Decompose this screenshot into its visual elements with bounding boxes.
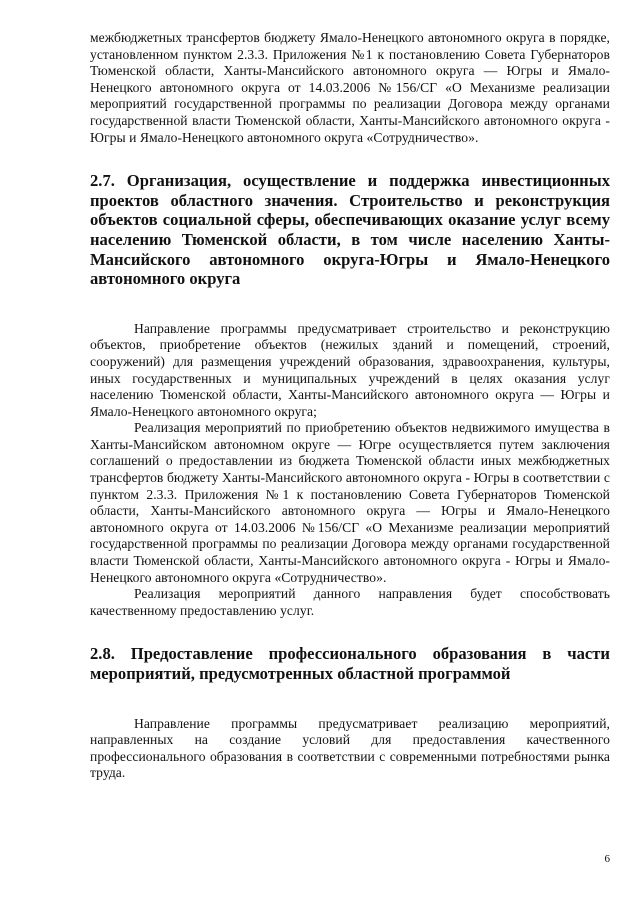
page-number: 6 (604, 853, 610, 865)
paragraph-direction-construction: Направление программы предусматривает строительство и реконструкцию объектов, приобретение объектов (нежилых зданий и помещений, строений, сооружений) для размещения учреждений образования, здравоохранения, культуры, иных государственных и муниципальных учреждений в целях оказания услуг населению Тюменской области, Ханты-Мансийского автономного округа — Югры и Ямало-Ненецкого автономного округа; (90, 320, 610, 419)
section-heading-2-7: 2.7. Организация, осуществление и поддержка инвестиционных проектов областного значения. Строительство и реконструкция объектов социальной сферы, обеспечивающих оказание услуг всему населению Тюменской области, в том числе населению Ханты-Мансийского автономного округа-Югры и Ямало-Ненецкого автономного округа (90, 171, 610, 289)
paragraph-professional-education: Направление программы предусматривает реализацию мероприятий, направленных на создание условий для предоставления качественного профессионального образования в соответствии с современными потребностями рынка труда. (90, 715, 610, 781)
section-heading-2-8: 2.8. Предоставление профессионального образования в части мероприятий, предусмотренных областной программой (90, 644, 610, 683)
paragraph-intro: межбюджетных трансфертов бюджету Ямало-Ненецкого автономного округа в порядке, установленном пунктом 2.3.3. Приложения №1 к постановлению Совета Губернаторов Тюменской области, Ханты-Мансийского автономного округа — Югры и Ямало-Ненецкого автономного округа от 14.03.2006 №156/СГ «О Механизме реализации мероприятий государственной программы по реализации Договора между органами государственной власти Тюменской области, Ханты-Мансийского автономного округа - Югры и Ямало-Ненецкого автономного округа «Сотрудничество». (90, 30, 610, 145)
document-page (90, 30, 610, 782)
paragraph-acquisition: Реализация мероприятий по приобретению объектов недвижимого имущества в Ханты-Мансийском автономном округе — Югре осуществляется путем заключения соглашений о предоставлении из бюджета Тюменской области иных межбюджетных трансфертов бюджету Ханты-Мансийского автономного округа - Югры в соответствии с пунктом 2.3.3. Приложения №1 к постановлению Совета Губернаторов Тюменской области, Ханты-Мансийского автономного округа — Югры и Ямало-Ненецкого автономного округа от 14.03.2006 №156/СГ «О Механизме реализации мероприятий государственной программы по реализации Договора между органами государственной власти Тюменской области, Ханты-Мансийского автономного округа - Югры и Ямало-Ненецкого автономного округа «Сотрудничество». (90, 420, 610, 585)
paragraph-quality-services: Реализация мероприятий данного направления будет способствовать качественному предоставлению услуг. (90, 586, 610, 618)
